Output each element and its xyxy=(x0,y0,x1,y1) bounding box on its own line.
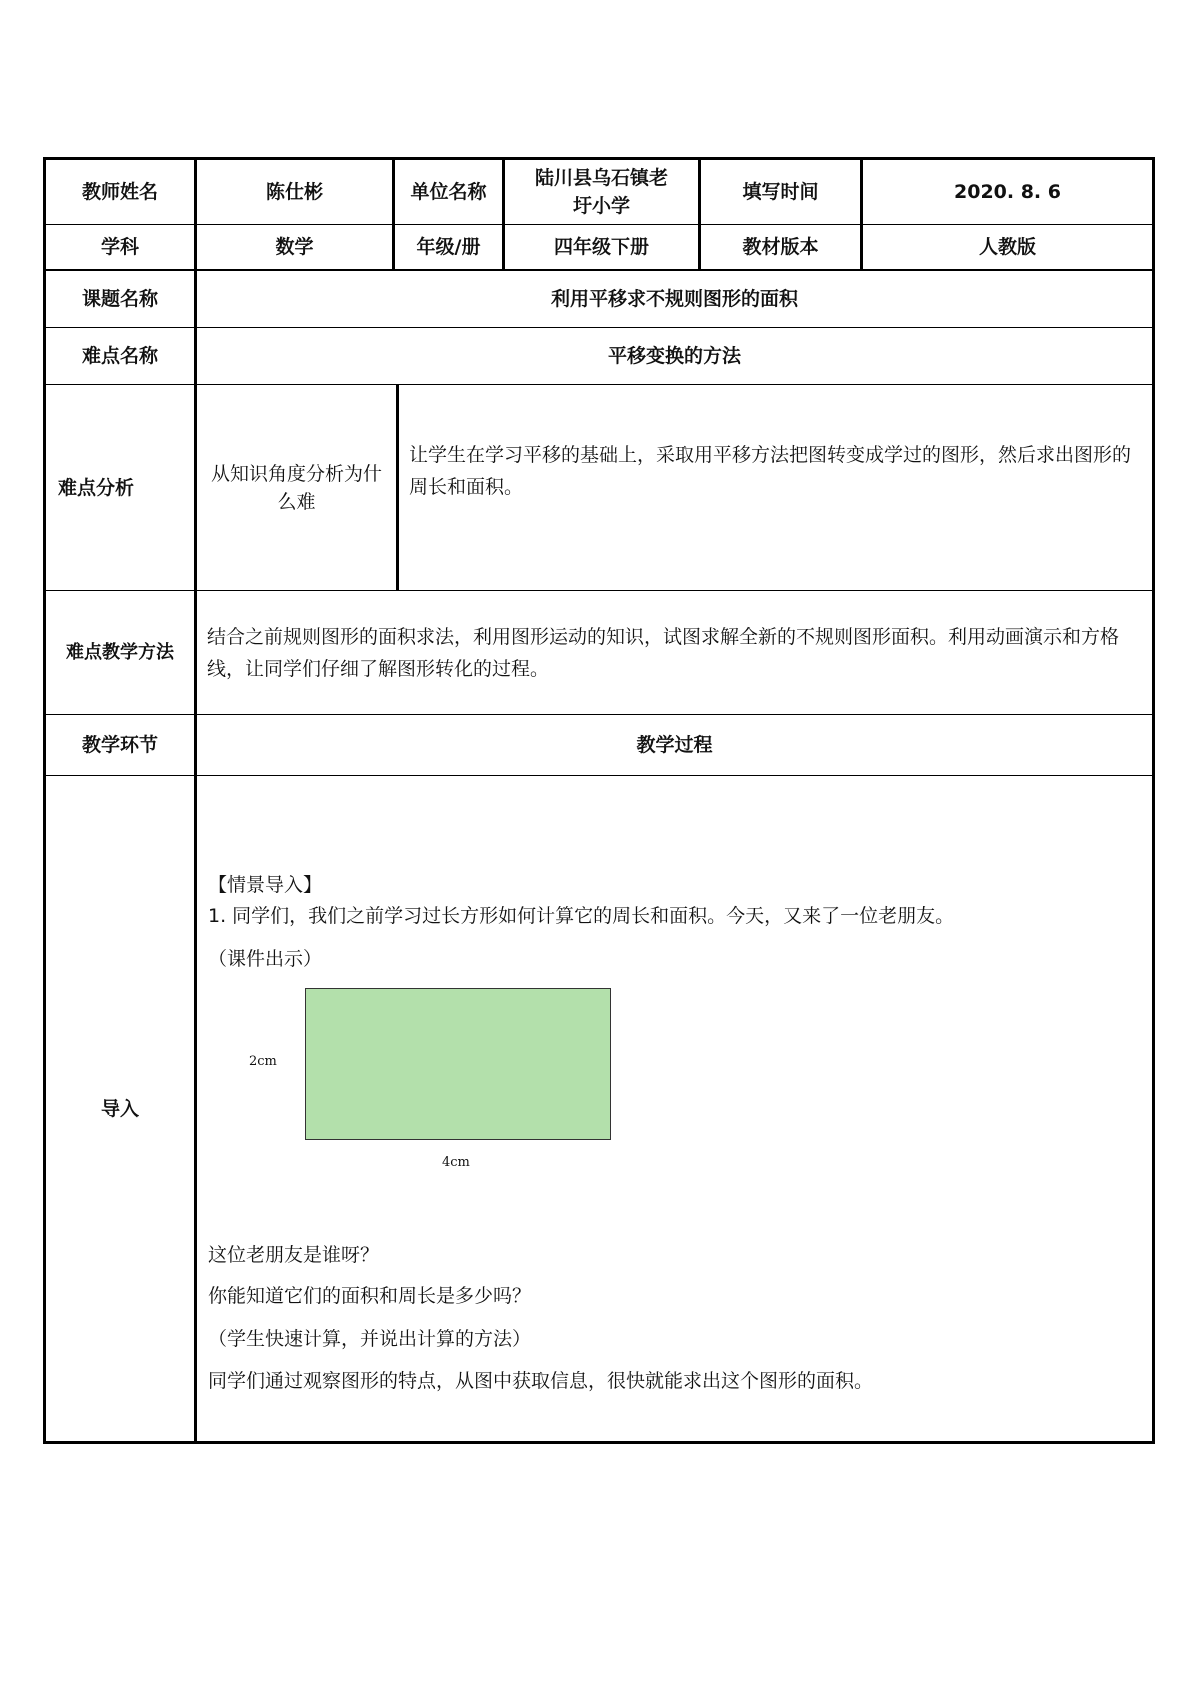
intro-line-2: （课件出示） xyxy=(208,948,323,970)
difficulty-label: 难点名称 xyxy=(81,345,158,367)
teacher-name: 陈仕彬 xyxy=(194,160,392,224)
rectangle-width-label: 4cm xyxy=(442,1155,470,1170)
subject-label: 学科 xyxy=(100,236,139,258)
rectangle-height-label: 2cm xyxy=(249,1054,277,1069)
edition-value: 人教版 xyxy=(860,225,1152,269)
analysis-label: 难点分析 xyxy=(58,476,135,499)
topic-label: 课题名称 xyxy=(81,288,158,310)
method-row xyxy=(43,590,1155,714)
intro-note: （学生快速计算，并说出计算的方法） xyxy=(208,1328,532,1350)
topic-row xyxy=(43,269,1155,327)
intro-conclusion: 同学们通过观察图形的特点，从图中获取信息，很快就能求出这个图形的面积。 xyxy=(208,1370,874,1392)
difficulty-row xyxy=(43,327,1155,384)
unit-name: 陆川县乌石镇老圩小学 xyxy=(502,160,698,224)
intro-section-title: 【情景导入】 xyxy=(208,874,323,896)
process-header-row xyxy=(43,714,1155,775)
unit-label: 单位名称 xyxy=(392,160,502,224)
intro-content xyxy=(194,776,1152,1441)
header-row-1 xyxy=(43,157,1155,224)
process-label: 教学环节 xyxy=(81,734,158,756)
header-row-2 xyxy=(43,224,1155,269)
process-value: 教学过程 xyxy=(194,715,1152,775)
intro-row xyxy=(43,775,1155,1444)
intro-line-1: 1. 同学们，我们之前学习过长方形如何计算它的周长和面积。今天，又来了一位老朋友。 xyxy=(208,905,955,927)
teacher-label: 教师姓名 xyxy=(81,181,158,203)
difficulty-value: 平移变换的方法 xyxy=(194,328,1152,384)
date-label: 填写时间 xyxy=(698,160,860,224)
analysis-sub-label: 从知识角度分析为什么难 xyxy=(194,385,396,590)
edition-label: 教材版本 xyxy=(698,225,860,269)
intro-question-2: 你能知道它们的面积和周长是多少吗？ xyxy=(208,1285,532,1307)
analysis-text: 让学生在学习平移的基础上，采取用平移方法把图转变成学过的图形，然后求出图形的周长和面积。 xyxy=(396,385,1152,590)
rectangle-figure xyxy=(305,988,611,1140)
date-value: 2020. 8. 6 xyxy=(860,160,1152,224)
grade-label: 年级/册 xyxy=(392,225,502,269)
grade-value: 四年级下册 xyxy=(502,225,698,269)
intro-label: 导入 xyxy=(100,1097,139,1120)
analysis-row xyxy=(43,384,1155,590)
method-text: 结合之前规则图形的面积求法，利用图形运动的知识，试图求解全新的不规则图形面积。利用动画演示和方格线，让同学们仔细了解图形转化的过程。 xyxy=(194,591,1152,714)
topic-value: 利用平移求不规则图形的面积 xyxy=(194,271,1152,327)
subject-value: 数学 xyxy=(194,225,392,269)
lesson-plan-table xyxy=(43,157,1155,1444)
intro-question-1: 这位老朋友是谁呀？ xyxy=(208,1244,380,1266)
method-label: 难点教学方法 xyxy=(66,641,174,663)
